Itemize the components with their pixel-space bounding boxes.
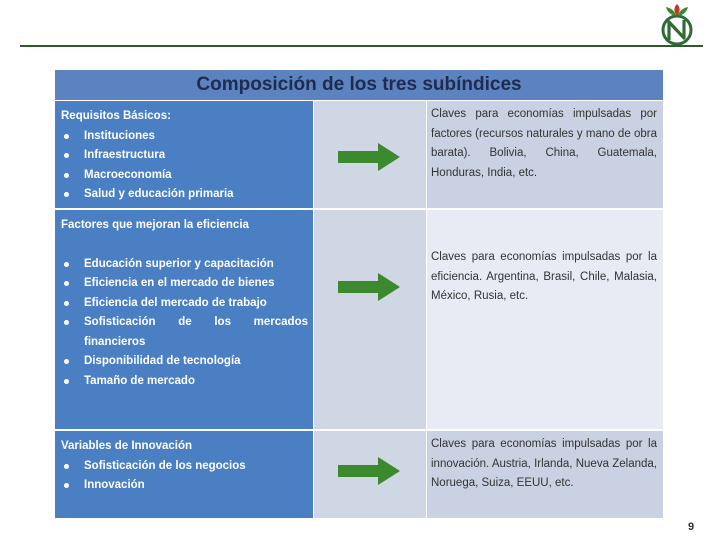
subindex-table [55, 70, 663, 518]
list-item: Sofisticación de los negocios [61, 457, 308, 477]
bullet-list [61, 255, 308, 392]
list-item: Salud y educación primaria [61, 185, 308, 205]
logo-emblem-icon [652, 2, 702, 46]
arrow-cell [314, 101, 426, 208]
bullet-list [61, 127, 308, 205]
arrow-cell [314, 210, 426, 429]
list-item: Infraestructura [61, 146, 308, 166]
right-arrow-icon [338, 273, 400, 301]
list-item: Innovación [61, 476, 308, 496]
page-number: 9 [688, 521, 695, 533]
row-basic-requirements [55, 101, 313, 208]
row-innovation [55, 431, 313, 518]
row-efficiency [55, 210, 313, 429]
list-item: Disponibilidad de tecnología [61, 352, 308, 372]
right-arrow-icon [338, 143, 400, 171]
list-item: Sofisticación de los mercados financieros [61, 313, 308, 352]
column-divider [426, 100, 427, 518]
table-title: Composición de los tres subíndices [55, 70, 663, 101]
header-rule [20, 45, 703, 47]
list-item: Eficiencia del mercado de trabajo [61, 294, 308, 314]
list-item: Macroeconomía [61, 166, 308, 186]
row-description [427, 210, 663, 429]
list-item: Tamaño de mercado [61, 372, 308, 392]
list-item: Eficiencia en el mercado de bienes [61, 274, 308, 294]
row-description: Claves para economías impulsadas por factores (recursos naturales y mano de obra barata). Bolivia, China, Guatemala, Honduras, India, etc. [427, 101, 663, 208]
column-divider [313, 100, 314, 518]
row-description: Claves para economías impulsadas por la innovación. Austria, Irlanda, Nueva Zelanda, Noruega, Suiza, EEUU, etc. [427, 431, 663, 518]
right-arrow-icon [338, 457, 400, 485]
row-heading: Requisitos Básicos: [61, 110, 171, 122]
row-heading: Factores que mejoran la eficiencia [61, 219, 249, 231]
arrow-cell [314, 431, 426, 518]
list-item: Instituciones [61, 127, 308, 147]
bullet-list [61, 457, 308, 496]
row-heading: Variables de Innovación [61, 440, 193, 452]
description-text: Claves para economías impulsadas por la eficiencia. Argentina, Brasil, Chile, Malasia, México, Rusia, etc. [431, 251, 657, 302]
list-item: Educación superior y capacitación [61, 255, 308, 275]
